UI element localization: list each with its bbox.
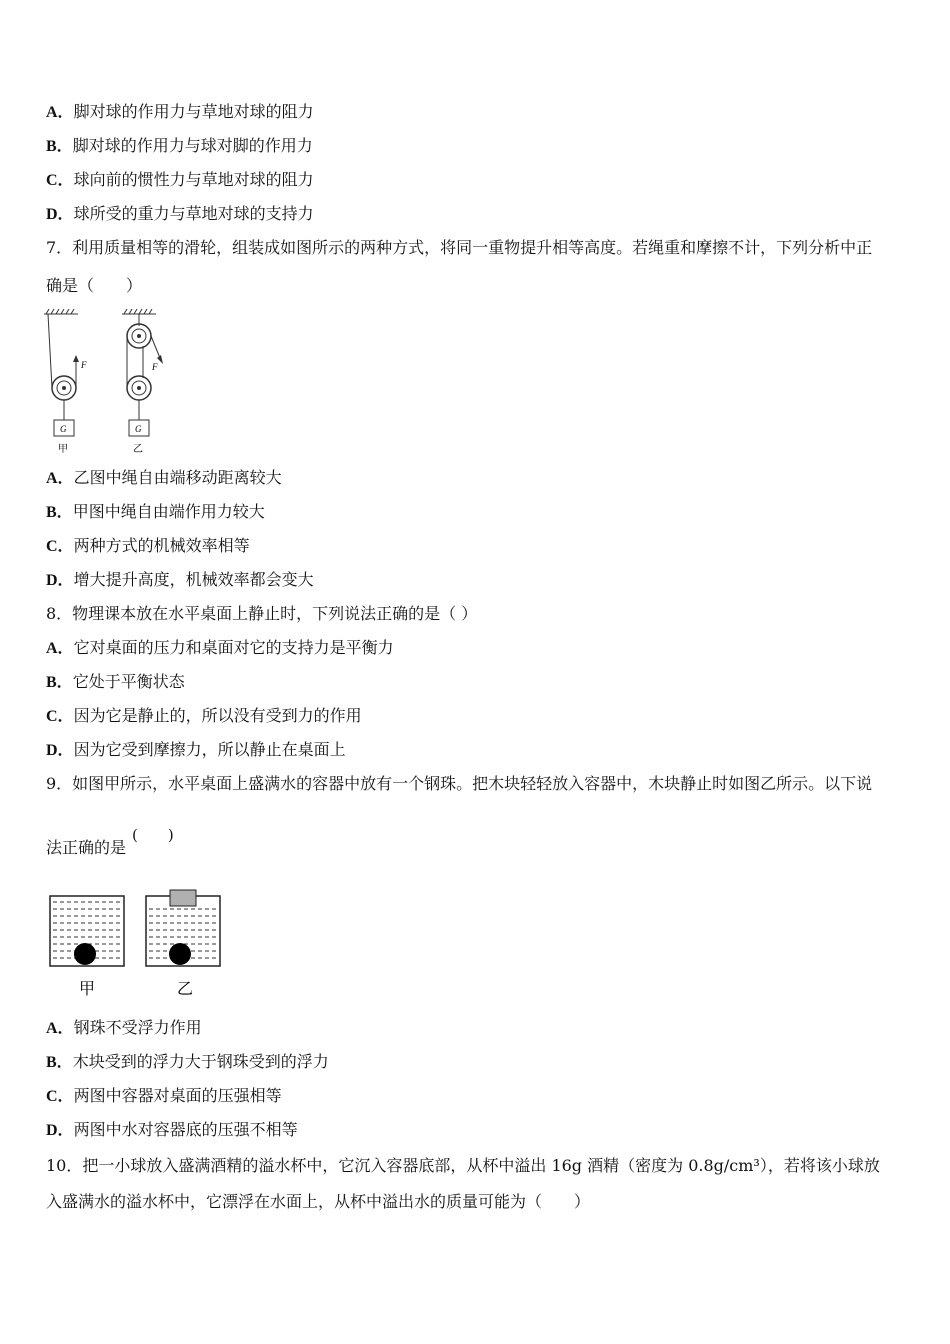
option-text: 脚对球的作用力与球对脚的作用力 <box>72 136 313 155</box>
option-text: 钢珠不受浮力作用 <box>73 1018 202 1037</box>
q9-option-a <box>46 1018 202 1039</box>
option-letter: B． <box>46 138 73 155</box>
caption-yi: 乙 <box>177 979 194 998</box>
option-letter: A． <box>46 104 74 121</box>
force-label-left: F <box>81 360 87 370</box>
q8-option-b <box>46 672 185 693</box>
ceiling-hatch-left <box>44 309 78 314</box>
weight-label-left: G <box>60 424 67 434</box>
option-text: 因为它受到摩擦力，所以静止在桌面上 <box>73 740 346 759</box>
caption-jia: 甲 <box>58 444 68 455</box>
q7-option-a <box>46 468 282 489</box>
steel-ball-jia <box>74 943 96 965</box>
option-letter: D． <box>46 1122 74 1139</box>
force-arrowhead-right <box>157 355 163 364</box>
pulley-axle <box>137 386 141 390</box>
q7-option-b <box>46 502 265 523</box>
q9-option-c <box>46 1086 282 1107</box>
option-letter: B． <box>46 504 73 521</box>
pulley-axle <box>62 386 66 390</box>
q7-stem-line2: 确是（ ） <box>46 276 143 295</box>
q6-option-a <box>46 102 314 123</box>
q10-stem-line2: 入盛满水的溢水杯中，它漂浮在水面上，从杯中溢出水的质量可能为（ ） <box>46 1192 591 1211</box>
option-letter: A． <box>46 1020 74 1037</box>
q6-option-b <box>46 136 313 157</box>
wood-block <box>170 890 196 906</box>
option-letter: A． <box>46 470 74 487</box>
q6-option-d <box>46 204 314 225</box>
option-text: 球所受的重力与草地对球的支持力 <box>73 204 314 223</box>
q6-option-c <box>46 170 314 191</box>
steel-ball-yi <box>169 943 191 965</box>
q9-stem-line2: 法正确的是 <box>46 838 127 857</box>
q10-stem-line1: 10．把一小球放入盛满酒精的溢水杯中，它沉入容器底部，从杯中溢出 16g 酒精（密度为 0.8g/cm³），若将该小球放 <box>46 1156 880 1175</box>
option-text: 两种方式的机械效率相等 <box>73 536 250 555</box>
option-text: 它处于平衡状态 <box>72 672 185 691</box>
container-yi <box>146 890 220 966</box>
option-letter: D． <box>46 572 74 589</box>
option-text: 两图中容器对桌面的压强相等 <box>73 1086 282 1105</box>
pulley-figure <box>38 308 168 456</box>
caption-yi: 乙 <box>133 444 143 455</box>
option-text: 木块受到的浮力大于钢珠受到的浮力 <box>72 1052 329 1071</box>
container-figure <box>46 888 226 1000</box>
option-text: 它对桌面的压力和桌面对它的支持力是平衡力 <box>73 638 394 657</box>
q9-option-b <box>46 1052 329 1073</box>
option-letter: B． <box>46 1054 73 1071</box>
q7-stem-line1: 7．利用质量相等的滑轮，组装成如图所示的两种方式，将同一重物提升相等高度。若绳重和摩擦不计，下列分析中正 <box>46 238 873 257</box>
option-text: 甲图中绳自由端作用力较大 <box>72 502 265 521</box>
q8-option-c <box>46 706 362 727</box>
force-arrowhead-left <box>73 355 79 362</box>
option-letter: C． <box>46 172 74 189</box>
caption-jia: 甲 <box>79 979 96 998</box>
option-letter: D． <box>46 206 74 223</box>
q8-option-d <box>46 740 346 761</box>
option-text: 脚对球的作用力与草地对球的阻力 <box>73 102 314 121</box>
option-letter: A． <box>46 640 74 657</box>
q7-option-d <box>46 570 314 591</box>
option-text: 乙图中绳自由端移动距离较大 <box>73 468 282 487</box>
container-jia <box>50 896 124 966</box>
q8-stem: 8．物理课本放在水平桌面上静止时，下列说法正确的是（ ） <box>46 604 478 623</box>
option-text: 球向前的惯性力与草地对球的阻力 <box>73 170 314 189</box>
option-text: 两图中水对容器底的压强不相等 <box>73 1120 298 1139</box>
weight-label-right: G <box>135 424 142 434</box>
option-letter: D． <box>46 742 74 759</box>
q7-option-c <box>46 536 250 557</box>
option-letter: C． <box>46 1088 74 1105</box>
option-letter: C． <box>46 538 74 555</box>
pulley-axle <box>137 334 141 338</box>
force-label-right: F <box>152 362 158 372</box>
q9-answer-paren: ( ) <box>132 826 174 844</box>
q9-option-d <box>46 1120 298 1141</box>
rope-right-free <box>151 336 160 358</box>
rope-left-fixed <box>48 314 52 388</box>
option-letter: B． <box>46 674 73 691</box>
q8-option-a <box>46 638 394 659</box>
ceiling-hatch-right <box>122 309 156 314</box>
q9-stem-line1: 9．如图甲所示，水平桌面上盛满水的容器中放有一个钢珠。把木块轻轻放入容器中，木块静止时如图乙所示。以下说 <box>46 774 873 793</box>
option-text: 增大提升高度，机械效率都会变大 <box>73 570 314 589</box>
option-text: 因为它是静止的，所以没有受到力的作用 <box>73 706 362 725</box>
option-letter: C． <box>46 708 74 725</box>
